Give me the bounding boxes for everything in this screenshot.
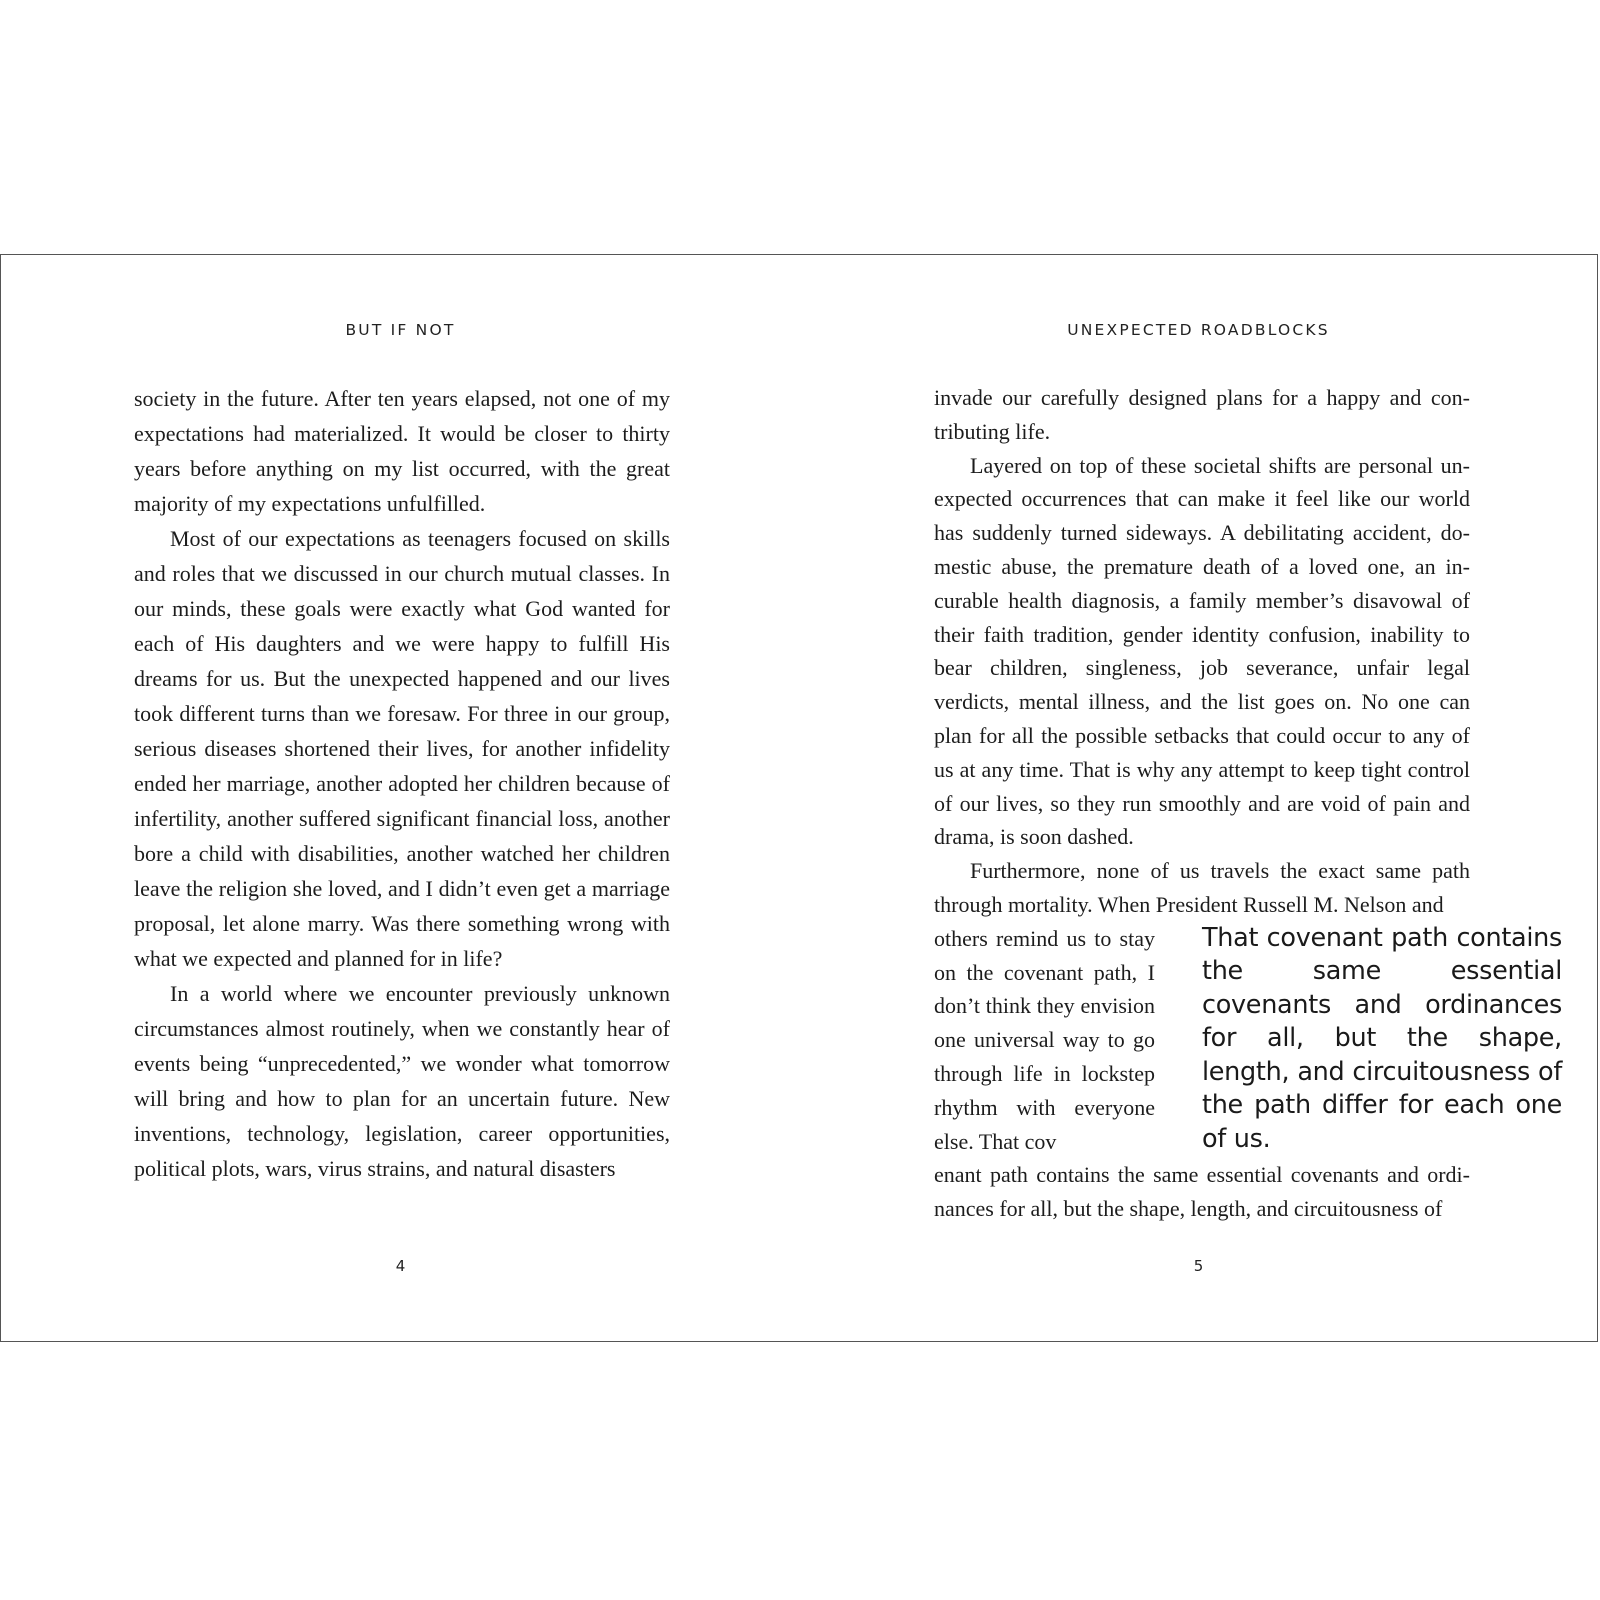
book-spread <box>0 254 1598 1342</box>
pull-quote-block <box>934 922 1562 1159</box>
pull-quote: That covenant path contains the same essential covenants and ordinances for all, but the shape, length, and circuitousness of the path differ for each one of us. <box>1202 922 1562 1154</box>
wrapped-paragraph-text: others remind us to stay on the covenant path, I don’t think they envision one universal way to go through life in lockstep rhythm with everyone else. That cov <box>934 925 1155 1154</box>
body-text <box>934 381 1562 1226</box>
paragraph: In a world where we encounter previously unknown circumstances almost routinely, when we constantly hear of events being “unprecedented,” we wonder what tomorrow will bring and how to plan for an uncertain future. New inventions, technology, legislation, career opportunities, political plots, wars, virus strains, and natural disasters <box>134 981 670 1181</box>
paragraph: Layered on top of these societal shifts are personal unexpected occurrences that can make it feel like our world has suddenly turned sideways. A debilitating accident, domestic abuse, the premature death of a loved one, an incurable health diagnosis, a family member’s disavowal of their faith tradition, gender identity confusion, inability to bear children, singleness, job severance, unfair legal verdicts, mental illness, and the list goes on. No one can plan for all the possible setbacks that could occur to any of us at any time. That is why any attempt to keep tight control of our lives, so they run smoothly and are void of pain and drama, is soon dashed. <box>934 452 1470 850</box>
page-number: 4 <box>395 1257 406 1275</box>
page-number: 5 <box>1193 1257 1204 1275</box>
paragraph: society in the future. After ten years elapsed, not one of my expectations had materialized. It would be closer to thirty years before anything on my list occurred, with the great majority of my expectations unfulfilled. <box>134 386 670 516</box>
paragraph: invade our carefully designed plans for a happy and contributing life. <box>934 385 1470 444</box>
paragraph: Furthermore, none of us travels the exact same path through mortality. When President Russell M. Nelson and <box>934 858 1470 917</box>
right-page <box>800 255 1599 1341</box>
paragraph: enant path contains the same essential covenants and ordinances for all, but the shape, length, and circuitousness of <box>934 1162 1470 1222</box>
paragraph: Most of our expectations as teenagers focused on skills and roles that we discussed in our church mutual classes. In our minds, these goals were exactly what God wanted for each of His daughters and we were happy to fulfill His dreams for us. But the unexpected happened and our lives took different turns than we foresaw. For three in our group, serious diseases shortened their lives, for another infidelity ended her marriage, another adopted her children because of infertility, another suffered significant financial loss, another bore a child with disabilities, another watched her children leave the religion she loved, and I didn’t even get a marriage proposal, let alone marry. Was there something wrong with what we expected and planned for in life? <box>134 526 670 971</box>
body-text <box>134 381 670 1186</box>
left-page <box>1 255 800 1341</box>
running-head: UNEXPECTED ROADBLOCKS <box>1067 321 1330 339</box>
running-head: BUT IF NOT <box>345 321 456 339</box>
